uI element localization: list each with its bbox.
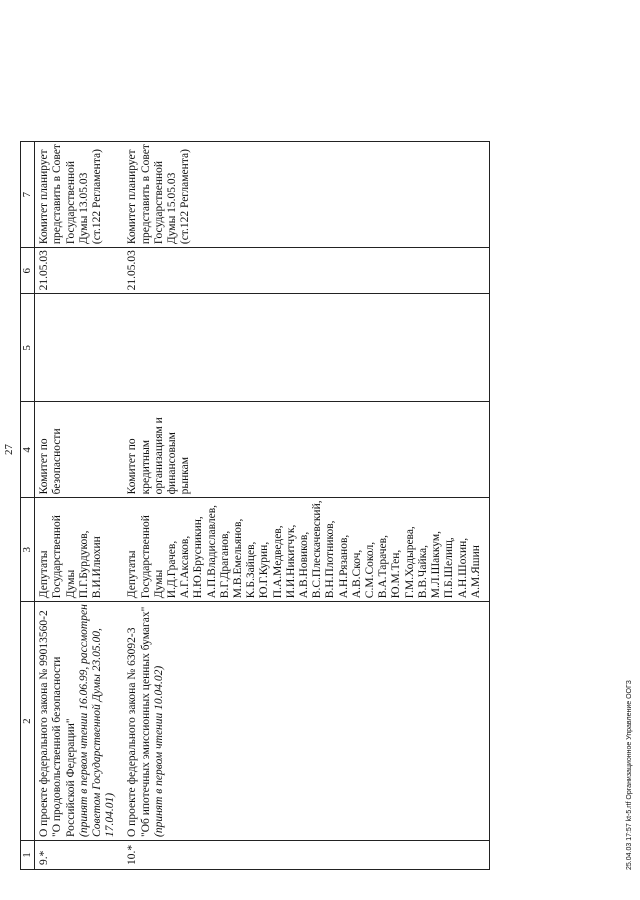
text-line: В.В.Чайка, [416,544,429,599]
column-header-5: 5 [21,294,35,402]
column-header-7: 7 [21,142,35,248]
date [123,248,489,294]
column-header-3: 3 [21,498,35,602]
text-line: Думы [152,569,165,599]
text-line: (ст.122 Регламента) [179,149,192,245]
bills-table [20,141,490,870]
text-line: Думы 15.05.03 [166,172,179,245]
column-5-cell [35,294,124,402]
column-5-text [123,294,132,401]
bill-note-line: (принят в первом чтении 16.06.99, рассмотрен [77,604,90,837]
remark [123,142,489,248]
text-line: М.Л.Шаккум, [430,530,443,599]
text-line: В.А.Тарачев, [377,535,390,599]
text-line: организациям и [152,417,165,495]
text-line: Государственной [51,515,64,599]
text-line: П.Г.Бурдуков, [77,530,90,599]
row-number-text: 9.* [38,850,51,865]
table-row [35,142,124,870]
column-5-text [35,294,44,401]
text-line: Государственной [64,160,77,245]
text-line: Думы 13.05.03 [77,172,90,245]
bill-note-line: Советом Государственной Думы 23.05.00, [91,628,104,837]
text-line: П.Б.Шелищ, [443,537,456,599]
text-line: кредитным [139,439,152,495]
text-line: Депутаты [126,550,139,599]
column-header-1: 1 [21,841,35,870]
committee [35,402,124,498]
text-line: А.Г.Аксаков, [179,535,192,599]
text-line: "О продовольственной безопасности [51,656,64,837]
text-line: представить в Совет [139,144,152,245]
bill-title [35,602,124,841]
document-footer: 25.04.03 17:57 kt-5.rtf Организационное Управление ООГЗ [626,680,633,870]
text-line: В.С.Плескачевский, [311,500,324,599]
text-line: представить в Совет [51,144,64,245]
date-text: 21.05.03 [38,250,51,291]
initiators [123,498,489,602]
page-number: 27 [3,444,15,455]
text-line: А.М.Яшин [469,545,482,599]
text-line: финансовым [166,432,179,495]
text-line: И.Д.Грачев, [166,540,179,599]
text-line: П.А.Медведев, [271,525,284,599]
committee [123,402,489,498]
remark [35,142,124,248]
row-number [123,841,489,870]
text-line: Государственной [139,515,152,599]
text-line: Комитет планирует [38,149,51,245]
text-line: Ю.М.Тен, [390,549,403,599]
text-line: А.В.Скоч, [350,549,363,599]
row-number-text: 10.* [126,844,139,865]
text-line: Депутаты [38,550,51,599]
text-line: Н.Ю.Брусникин, [192,516,205,599]
initiators [35,498,124,602]
text-line: В.Г.Драганов, [218,530,231,599]
column-header-2: 2 [21,602,35,841]
text-line: Государственной [152,160,165,245]
text-line: рынкам [179,456,192,495]
column-header-4: 4 [21,402,35,498]
column-header-6: 6 [21,248,35,294]
bill-title [123,602,489,841]
date [35,248,124,294]
text-line: Комитет по [126,438,139,495]
text-line: К.Б.Зайцев, [245,541,258,599]
bill-note-line: (принят в первом чтении 10.04.02) [152,665,165,837]
text-line: "Об ипотечных эмиссионных ценных бумагах" [139,606,152,837]
text-line: безопасности [51,428,64,495]
text-line: А.Н.Рязанов, [337,534,350,599]
text-line: Г.М.Ходырева, [403,526,416,599]
text-line: В.И.Илюхин [91,536,104,599]
text-line: С.М.Сокол, [364,541,377,599]
text-line: А.В.Новиков, [298,531,311,599]
text-line: Думы [64,569,77,599]
text-line: И.И.Никитчук, [284,524,297,599]
text-line: М.В.Емельянов, [232,518,245,599]
text-line: Ю.Г.Курин, [258,541,271,599]
text-line: А.Н.Шохин, [456,537,469,599]
bill-note-line: 17.04.01) [104,792,117,837]
row-number [35,841,124,870]
text-line: Комитет по [38,438,51,495]
text-line: О проекте федерального закона № 99013560-2 [38,610,51,837]
text-line: О проекте федерального закона № 63092-3 [126,627,139,837]
column-5-cell [123,294,489,402]
text-line: В.Н.Плотников, [324,520,337,599]
text-line: Комитет планирует [126,149,139,245]
column-number-row [21,142,35,870]
table-row [123,142,489,870]
date-text: 21.05.03 [126,250,139,291]
text-line: А.П.Владиславлев, [205,504,218,599]
text-line: Российской Федерации" [64,718,77,837]
text-line: (ст.122 Регламента) [91,149,104,245]
